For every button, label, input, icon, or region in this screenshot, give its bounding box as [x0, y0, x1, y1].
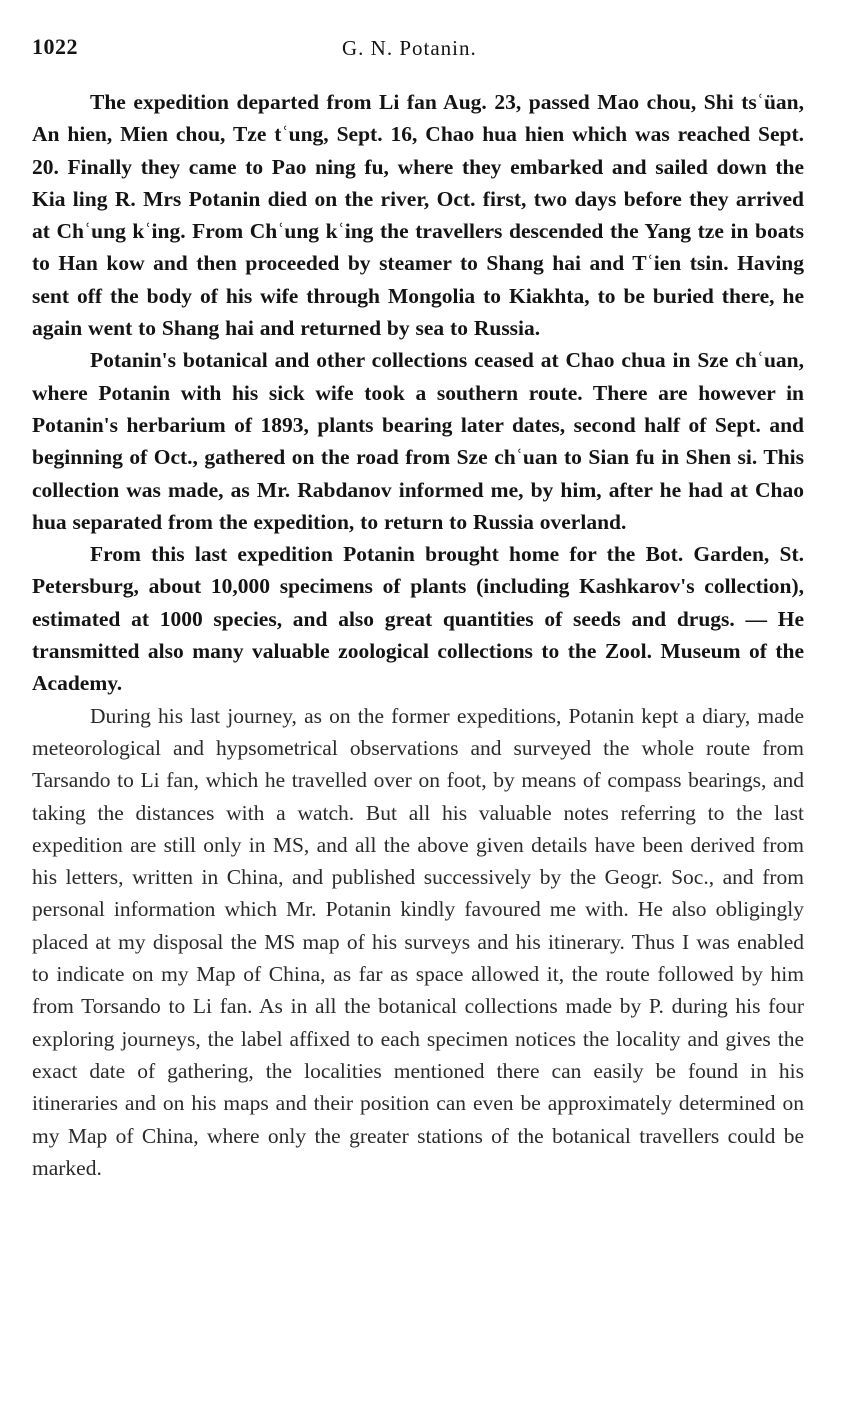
- paragraph-collections-ceased: Potanin's botanical and other collections ceased at Chao chua in Sze chʿuan, where Potanin with his sick wife took a southern route. There are however in Potanin's herbarium of 1893, plants bearing later dates, second half of Sept. and beginning of Oct., gathered on the road from Sze chʿuan to Sian fu in Shen si. This collection was made, as Mr. Rabdanov informed me, by him, after he had at Chao hua separated from the expedition, to return to Russia overland.: [32, 348, 804, 534]
- running-head: G. N. Potanin.: [342, 36, 477, 60]
- paragraph-expedition-route: The expedition departed from Li fan Aug. 23, passed Mao chou, Shi tsʿüan, An hien, Mien chou, Tze tʿung, Sept. 16, Chao hua hien which was reached Sept. 20. Finally they came to Pao ning fu, where they embarked and sailed down the Kia ling R. Mrs Potanin died on the river, Oct. first, two days before they arrived at Chʿung kʿing. From Chʿung kʿing the travellers descended the Yang tze in boats to Han kow and then proceeded by steamer to Shang hai and Tʿien tsin. Having sent off the body of his wife through Mongolia to Kiakhta, to be buried there, he again went to Shang hai and returned by sea to Russia.: [32, 90, 804, 341]
- page-header: [32, 34, 802, 64]
- paragraph-diary-and-surveys: During his last journey, as on the former expeditions, Potanin kept a diary, made meteorological and hypsometrical observations and surveyed the whole route from Tarsando to Li fan, which he travelled over on foot, by means of compass bearings, and taking the distances with a watch. But all his valuable notes referring to the last expedition are still only in MS, and all the above given details have been derived from his letters, written in China, and published successively by the Geogr. Soc., and from personal information which Mr. Potanin kindly favoured me with. He also obligingly placed at my disposal the MS map of his surveys and his itinerary. Thus I was enabled to indicate on my Map of China, as far as space allowed it, the route followed by him from Torsando to Li fan. As in all the botanical collections made by P. during his four exploring journeys, the label affixed to each specimen notices the locality and gives the exact date of gathering, the localities mentioned there can easily be found in his itineraries and on his maps and their position can even be approximately determined on my Map of China, where only the greater stations of the botanical travellers could be marked.: [32, 703, 804, 1180]
- body-text: [32, 86, 804, 1184]
- paragraph-specimens-brought-home: From this last expedition Potanin brought home for the Bot. Garden, St. Petersburg, about 10,000 specimens of plants (including Kashkarov's collection), estimated at 1000 species, and also great quantities of seeds and drugs. — He transmitted also many valuable zoological collections to the Zool. Museum of the Academy.: [32, 542, 804, 696]
- page-number: 1022: [32, 34, 78, 59]
